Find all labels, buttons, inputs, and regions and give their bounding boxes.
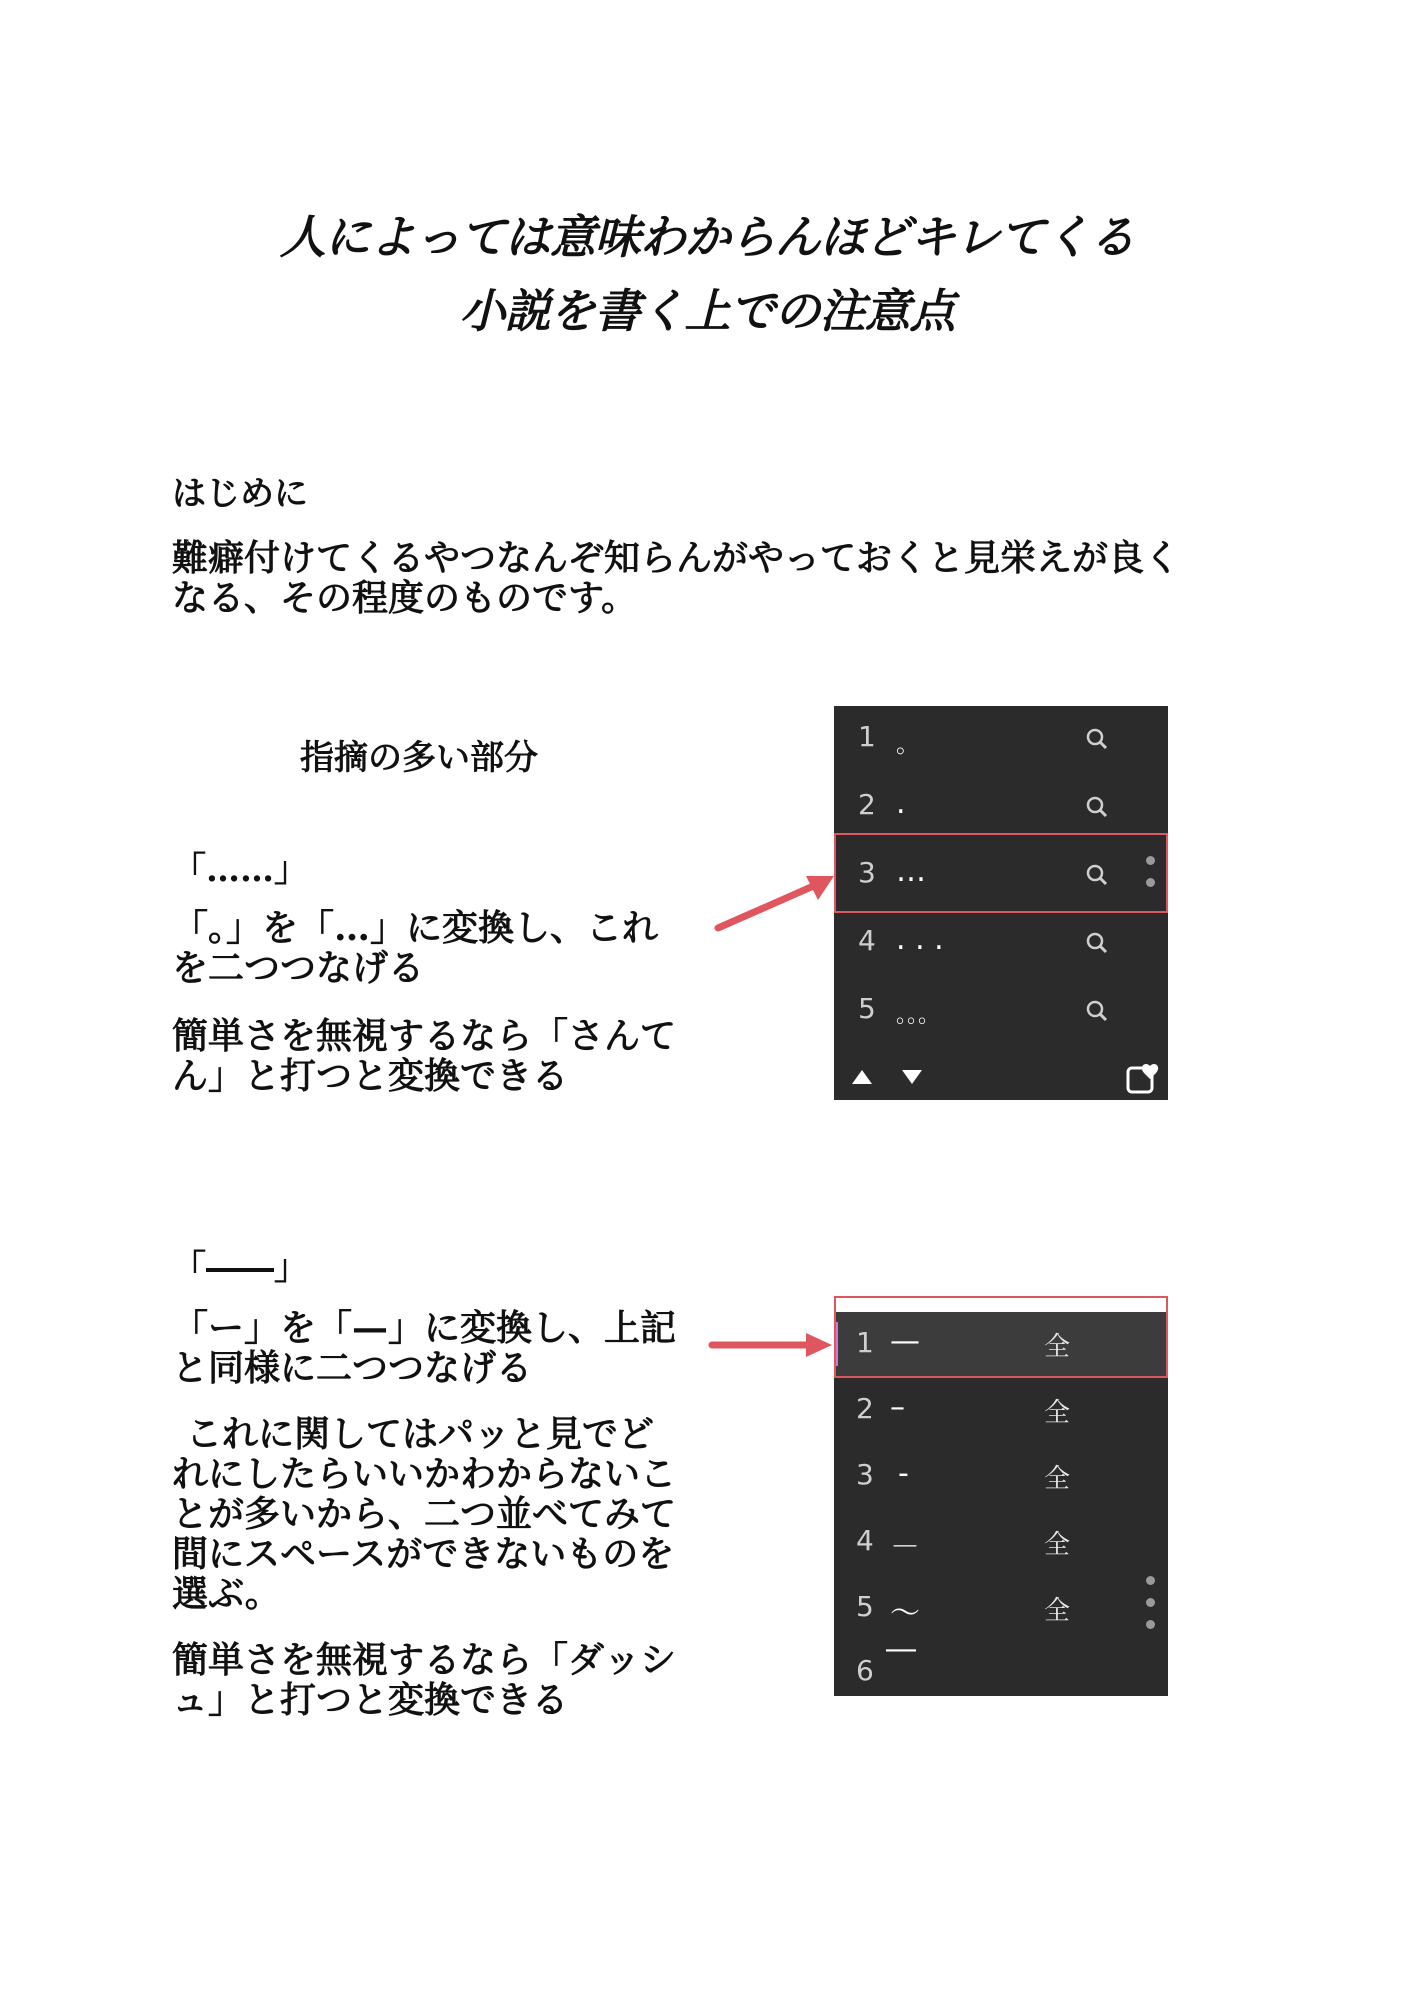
- ellipsis-text-1-line-1: 「。」を「…」に変換し、これ: [172, 907, 659, 949]
- candidate-number: 1: [858, 720, 876, 753]
- selected-candidate-highlight: [834, 833, 1168, 913]
- candidate-number: 5: [856, 1590, 874, 1623]
- candidate-text: –: [890, 1390, 905, 1425]
- candidate-text: —: [890, 1324, 920, 1359]
- intro-text-line-2: なる、その程度のものです。: [172, 577, 638, 619]
- dash-text-2-line-1: これに関してはパッと見でど: [186, 1413, 655, 1455]
- candidate-text: ～: [890, 1596, 920, 1631]
- dash-text-1-line-2: と同様に二つつなげる: [172, 1347, 533, 1389]
- search-icon[interactable]: [1086, 1000, 1108, 1022]
- selected-candidate-highlight: [834, 1296, 1168, 1378]
- candidate-row[interactable]: [834, 978, 1168, 1044]
- intro-heading: はじめに: [172, 474, 308, 514]
- dash-heading: 「――」: [172, 1248, 308, 1288]
- candidate-row[interactable]: [834, 1510, 1168, 1576]
- dash-text-1-line-1: 「ー」を「—」に変換し、上記: [172, 1307, 677, 1349]
- candidate-row[interactable]: [834, 774, 1168, 840]
- candidate-text: 。: [896, 730, 920, 758]
- up-arrow-icon[interactable]: [852, 1070, 872, 1084]
- page-title-line-1: 人によっては意味わからんほどキレてくる: [279, 210, 1135, 264]
- candidate-row[interactable]: [834, 1632, 1168, 1698]
- candidate-text: …: [896, 854, 926, 889]
- favorite-icon[interactable]: [1126, 1062, 1160, 1094]
- candidate-number: 5: [858, 992, 876, 1025]
- candidate-text: -: [898, 1456, 909, 1491]
- candidate-number: 4: [858, 924, 876, 957]
- ellipsis-text-2-line-2: ん」と打つと変換できる: [172, 1055, 569, 1097]
- candidate-text: . . .: [896, 922, 944, 957]
- full-width-tag: 全: [1044, 1464, 1071, 1494]
- search-icon[interactable]: [1086, 728, 1108, 750]
- candidate-number: 2: [858, 788, 876, 821]
- scroll-indicator: [1146, 1598, 1155, 1607]
- candidate-number: 4: [856, 1524, 874, 1557]
- full-width-tag: 全: [1044, 1398, 1071, 1428]
- candidate-row[interactable]: [834, 1378, 1168, 1444]
- candidate-row[interactable]: [834, 706, 1168, 772]
- arrow-icon: [710, 868, 840, 938]
- candidate-number: 3: [856, 1458, 874, 1491]
- candidate-number: 6: [856, 1654, 874, 1687]
- search-icon[interactable]: [1086, 932, 1108, 954]
- page-title-line-2: 小説を書く上での注意点: [459, 284, 955, 338]
- scroll-indicator: [1146, 1576, 1155, 1585]
- dash-text-2-line-5: 選ぶ。: [172, 1573, 281, 1615]
- dash-text-2-line-3: とが多いから、二つ並べてみて: [172, 1493, 677, 1535]
- arrow-icon: [706, 1330, 836, 1360]
- candidate-text: ―: [886, 1632, 916, 1667]
- scroll-indicator: [1146, 1620, 1155, 1629]
- candidate-text: 。。。: [896, 1003, 941, 1028]
- dash-text-2-line-4: 間にスペースができないものを: [172, 1533, 675, 1575]
- ellipsis-heading: 「……」: [172, 850, 308, 890]
- candidate-text: .: [896, 786, 906, 821]
- candidate-row[interactable]: [834, 910, 1168, 976]
- section-heading: 指摘の多い部分: [300, 738, 538, 778]
- full-width-tag: 全: [1044, 1596, 1071, 1626]
- candidate-row[interactable]: [834, 1444, 1168, 1510]
- full-width-tag: 全: [1044, 1332, 1071, 1362]
- dash-text-3-line-2: ュ」と打つと変換できる: [172, 1679, 569, 1721]
- candidate-text: －: [890, 1530, 920, 1565]
- full-width-tag: 全: [1044, 1530, 1071, 1560]
- intro-text-line-1: 難癖付けてくるやつなんぞ知らんがやっておくと見栄えが良く: [172, 537, 1181, 579]
- down-arrow-icon[interactable]: [902, 1070, 922, 1084]
- candidate-number: 2: [856, 1392, 874, 1425]
- search-icon[interactable]: [1086, 796, 1108, 818]
- dash-text-2-line-2: れにしたらいいかわからないこ: [172, 1453, 677, 1495]
- ellipsis-text-2-line-1: 簡単さを無視するなら「さんて: [172, 1015, 677, 1057]
- candidate-number: 3: [858, 856, 876, 889]
- candidate-number: 1: [856, 1326, 874, 1359]
- dash-text-3-line-1: 簡単さを無視するなら「ダッシ: [172, 1639, 677, 1681]
- ellipsis-text-1-line-2: を二つつなげる: [172, 947, 425, 989]
